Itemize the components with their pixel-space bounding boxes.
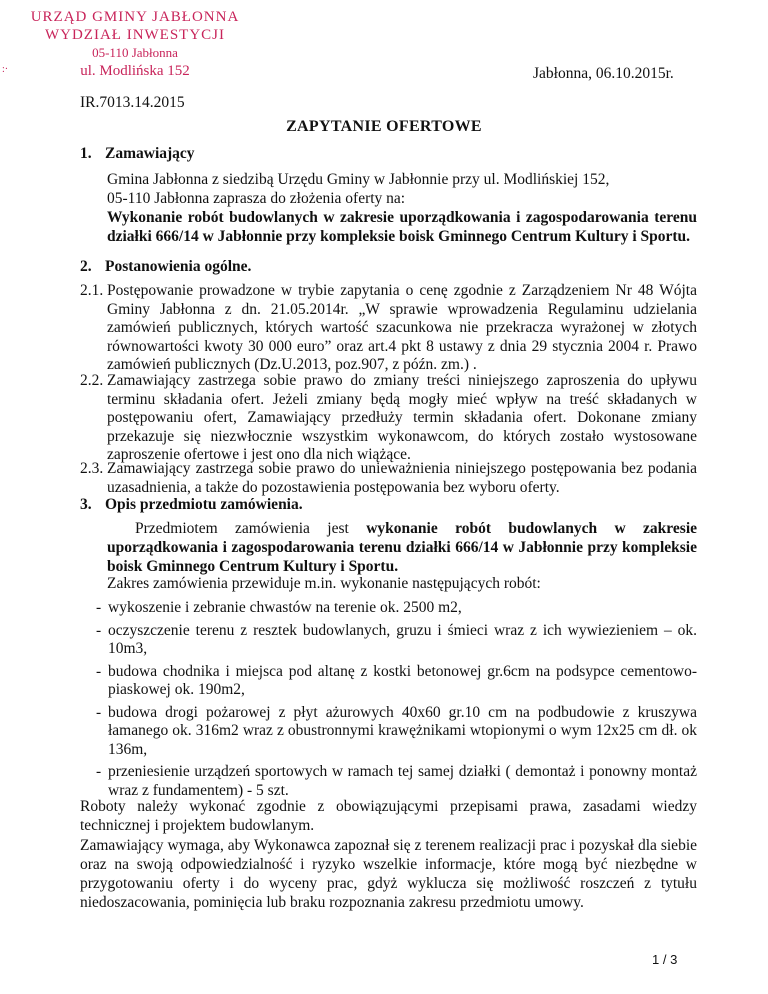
section-1-subject: Wykonanie robót budowlanych w zakresie uporządkowania i zagospodarowania terenu działki 666/14 w Jabłonnie przy kompleksie boisk Gminnego Centrum Kultury i Sportu. [107, 209, 697, 245]
item-number: 2.2. [80, 372, 104, 389]
section-1-title: Zamawiający [105, 145, 195, 162]
office-stamp [10, 8, 260, 80]
section-2-item-3 [80, 460, 697, 497]
section-2-title: Postanowienia ogólne. [105, 258, 252, 275]
item-text: Postępowanie prowadzone w trybie zapytania o cenę zgodnie z Zarządzeniem Nr 48 Wójta Gminy Jabłonna z dn. 21.05.2014r. „W sprawie wprowadzenia Regulaminu udzielania zamówień publicznych, których wartość szacunkowa nie przekracza wyrażonej w złotych równowartości kwoty 30 000 euro” oraz art.4 pkt 8 ustawy z dnia 29 stycznia 2004 r. Prawo zamówień publicznych (Dz.U.2013, poz.907, z późn. zm.) . [107, 282, 697, 373]
bullet-dash: - [96, 621, 102, 639]
section-3-intro [107, 519, 697, 576]
bullet-dash: - [96, 763, 102, 780]
section-3-intro-plain: Przedmiotem zamówienia jest [135, 520, 367, 537]
section-2-number: 2. [80, 258, 92, 275]
stamp-mark: :· [2, 64, 9, 75]
list-item-text: budowa chodnika i miejsca pod altanę z kostki betonowej gr.6cm na podsypce cementowo-piaskowej ok. 190m2, [108, 662, 697, 698]
section-1-body [107, 170, 697, 246]
closing-paragraph-1: Roboty należy wykonać zgodnie z obowiązującymi przepisami prawa, zasadami wiedzy technicznej i projektem budowlanym. [80, 798, 697, 834]
list-item-text: przeniesienie urządzeń sportowych w ramach tej samej działki ( demontaż i ponowny montaż wraz z fundamentem) - 5 szt. [108, 763, 697, 799]
list-item [80, 704, 697, 760]
list-item [80, 622, 697, 659]
list-item [80, 599, 697, 618]
scope-intro: Zakres zamówienia przewiduje m.in. wykonanie następujących robót: [107, 575, 541, 592]
stamp-line-department: WYDZIAŁ INWESTYCJI [44, 27, 226, 43]
section-3-intro-bold: wykonanie robót budowlanych w zakresie uporządkowania i zagospodarowania terenu działki 666/14 w Jabłonnie przy kompleksie boisk Gminnego Centrum Kultury i Sportu. [107, 520, 697, 575]
section-2-heading [80, 258, 251, 276]
bullet-dash: - [96, 662, 102, 680]
section-1-heading [80, 145, 195, 163]
page-number: 1 / 3 [652, 952, 678, 967]
stamp-line-street: ul. Modlińska 152 [80, 63, 190, 79]
section-3-title: Opis przedmiotu zamówienia. [105, 496, 303, 513]
section-2-item-1 [80, 282, 697, 375]
document-date: Jabłonna, 06.10.2015r. [533, 65, 674, 82]
scope-list [80, 599, 697, 804]
section-1-line-2: 05-110 Jabłonna zaprasza do złożenia oferty na: [107, 190, 406, 207]
item-text: Zamawiający zastrzega sobie prawo do unieważnienia niniejszego postępowania bez podania uzasadnienia, a także do pozostawienia postępowania bez wyboru oferty. [107, 460, 697, 496]
list-item-text: wykoszenie i zebranie chwastów na terenie ok. 2500 m2, [108, 599, 462, 616]
item-number: 2.3. [80, 460, 104, 477]
list-item-text: oczyszczenie terenu z resztek budowlanych, gruzu i śmieci wraz z ich wywiezieniem – ok. 10m3, [108, 621, 697, 657]
list-item-text: budowa drogi pożarowej z płyt ażurowych 40x60 gr.10 cm na podbudowie z kruszywa łamanego ok. 316m2 wraz z obustronnymi krawężnikami wtopionymi o wym 12x25 cm dł. ok 136m, [108, 703, 697, 758]
item-text: Zamawiający zastrzega sobie prawo do zmiany treści niniejszego zaproszenia do upływu terminu składania ofert. Jeżeli zmiany będą mogły mieć wpływ na treść składanych w postępowaniu ofert, Zamawiający przedłuży termin składania ofert. Dokonane zmiany przekazuje się niezwłocznie wszystkim wykonawcom, do których zostało wystosowane zaproszenie ofertowe i jest ono dla nich wiążące. [107, 372, 697, 463]
stamp-line-office: URZĄD GMINY JABŁONNA [30, 9, 240, 25]
section-3-number: 3. [80, 496, 92, 513]
document-title: ZAPYTANIE OFERTOWE [286, 118, 482, 135]
list-item [80, 763, 697, 800]
closing-paragraph-2: Zamawiający wymaga, aby Wykonawca zapoznał się z terenem realizacji prac i pozyskał dla siebie oraz na swoją odpowiedzialność i ryzyko wszelkie informacje, które mogą być niezbędne w przygotowaniu oferty i do wyceny prac, gdyż wyklucza się możliwość roszczeń z tytułu niedoszacowania, pominięcia lub braku rozpoznania zakresu przedmiotu umowy. [80, 837, 697, 911]
section-1-number: 1. [80, 145, 92, 162]
stamp-line-postcode: 05-110 Jabłonna [92, 45, 178, 60]
list-item [80, 663, 697, 700]
section-2-item-2 [80, 372, 697, 465]
section-3-heading [80, 496, 303, 514]
bullet-dash: - [96, 599, 102, 616]
bullet-dash: - [96, 703, 102, 721]
reference-number: IR.7013.14.2015 [80, 94, 185, 111]
item-number: 2.1. [80, 282, 104, 299]
section-1-line-1: Gmina Jabłonna z siedzibą Urzędu Gminy w Jabłonnie przy ul. Modlińskiej 152, [107, 171, 610, 188]
